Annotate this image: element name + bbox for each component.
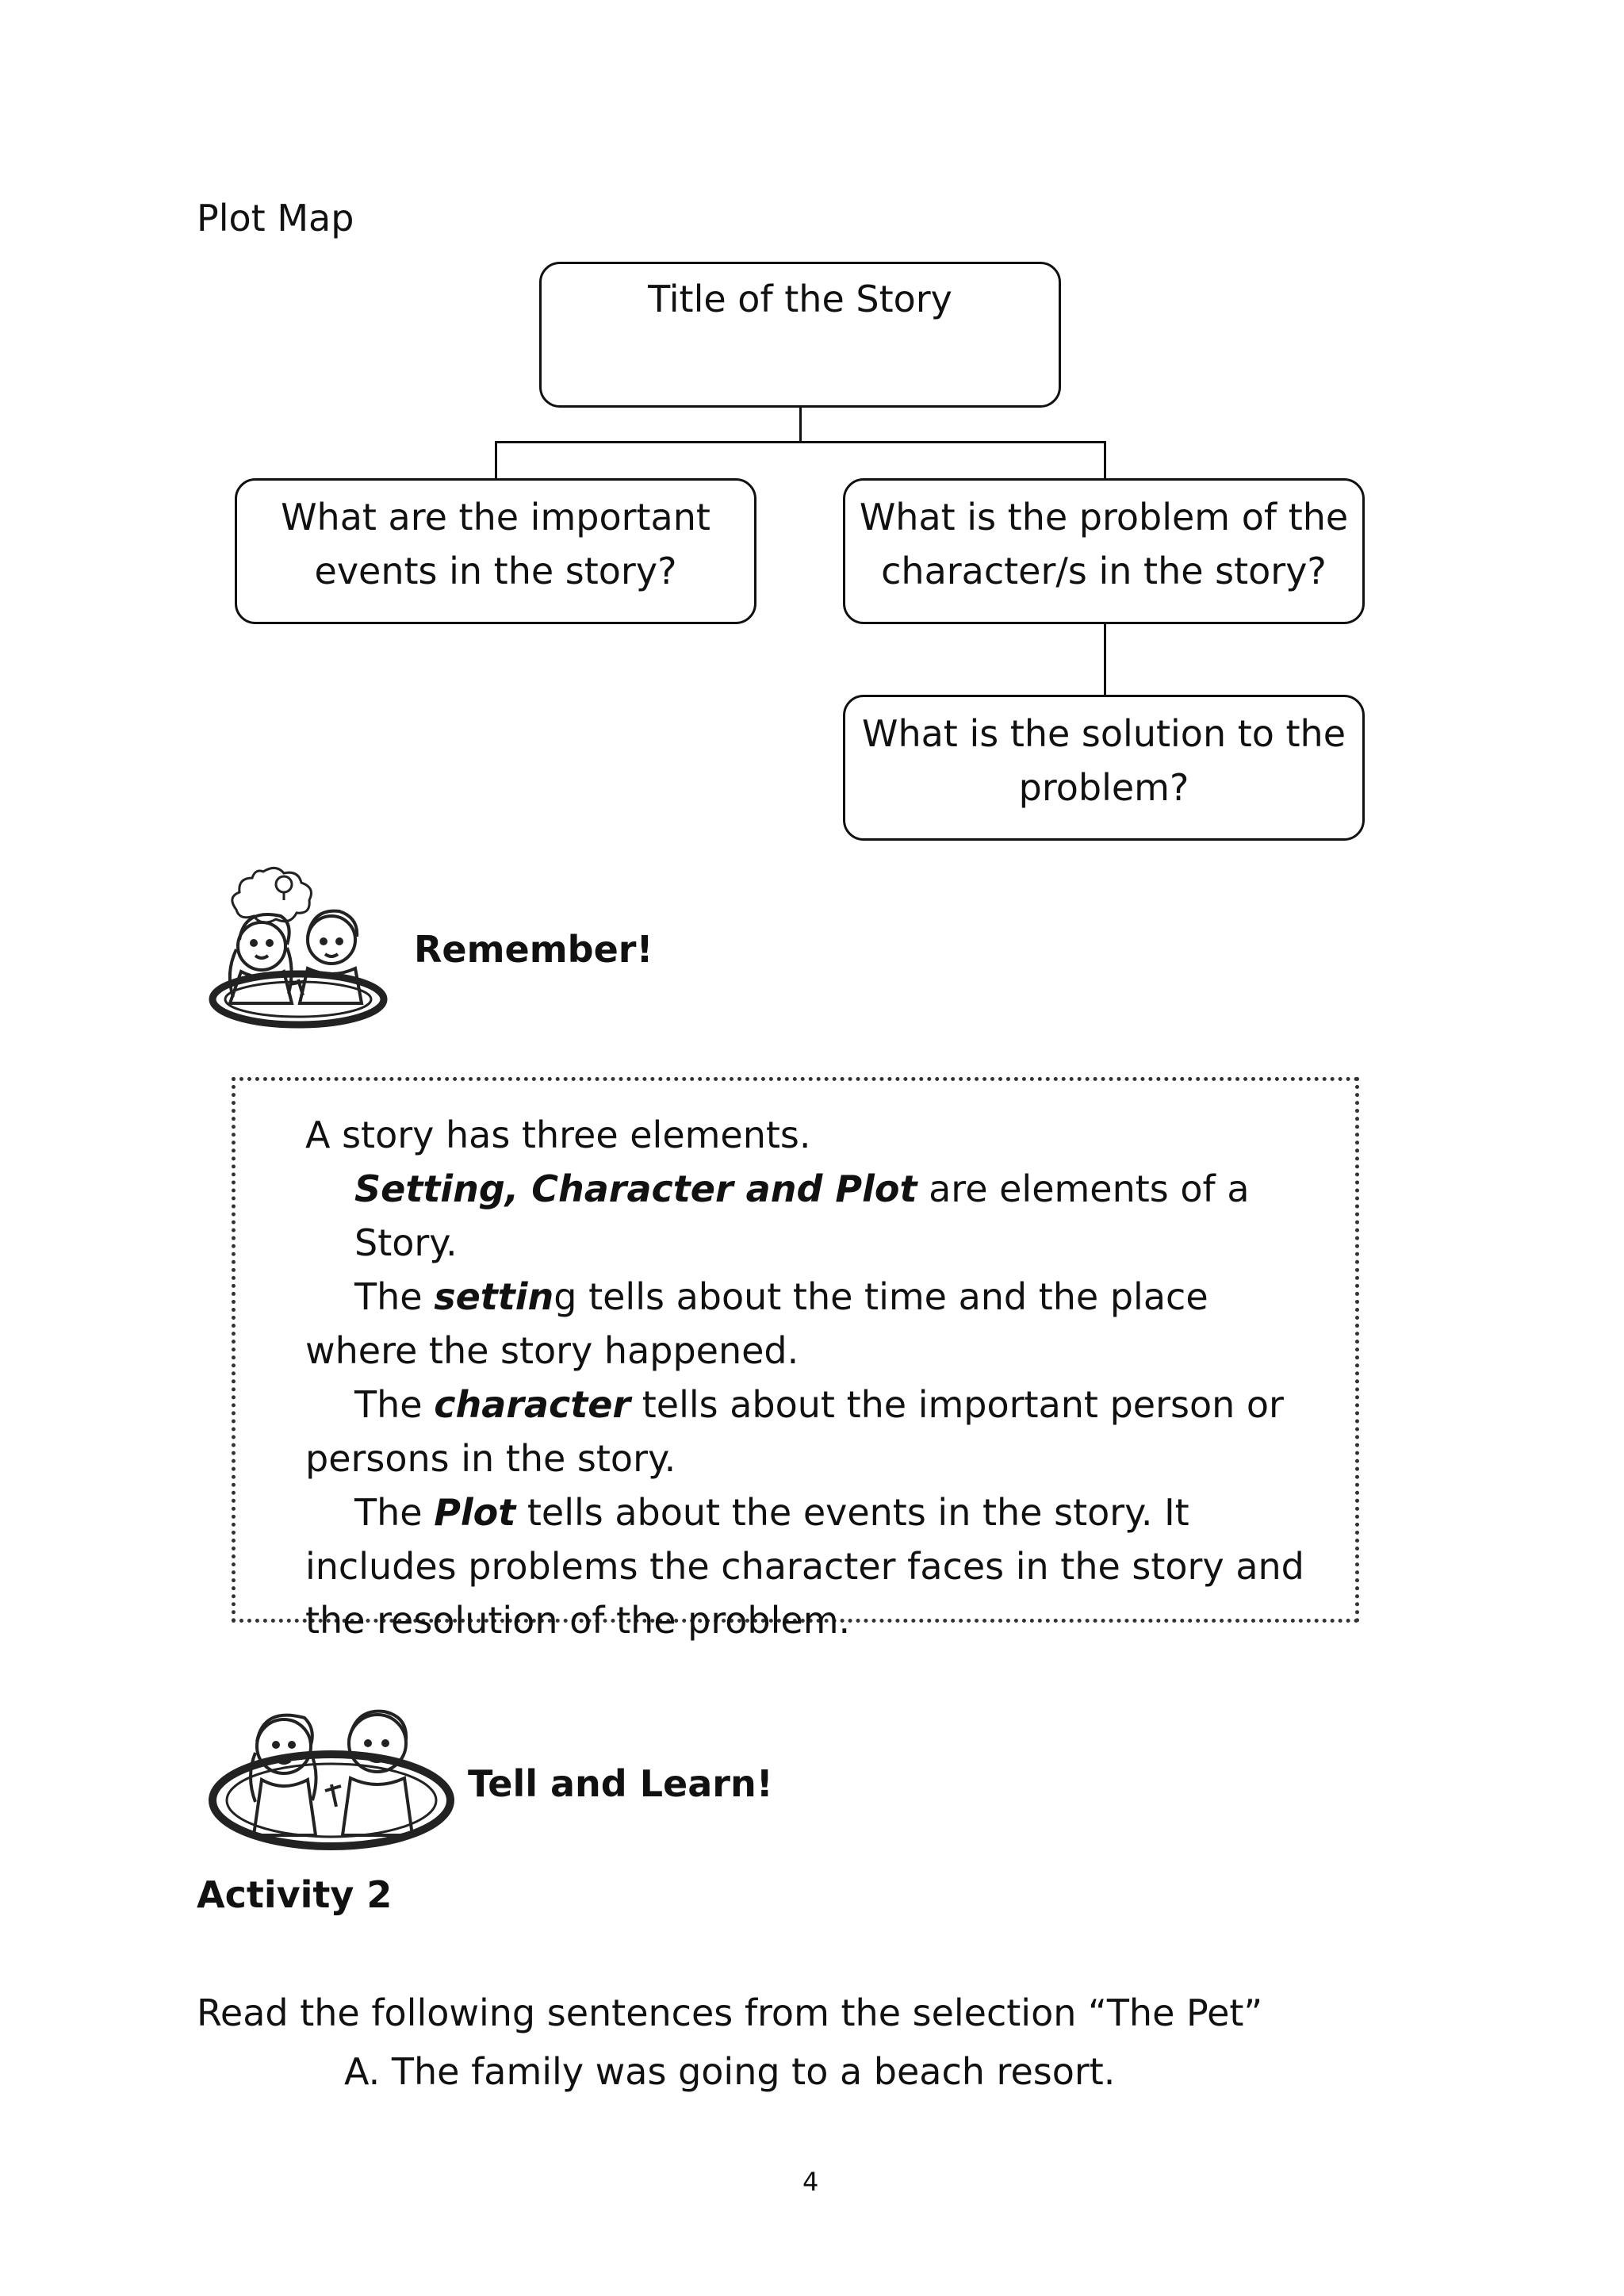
character-bold: character bbox=[434, 1383, 631, 1426]
plot-rest: tells about the events in the story. It includes problems the character faces in the story and the resolution of the problem. bbox=[305, 1491, 1304, 1642]
connector-horizontal bbox=[495, 441, 1106, 443]
remember-line-1: A story has three elements. bbox=[305, 1114, 811, 1156]
setting-rest: g tells about the time and the place where the story happened. bbox=[305, 1275, 1208, 1372]
node-solution-line2: problem? bbox=[1018, 766, 1189, 809]
tell-learn-label: Tell and Learn! bbox=[468, 1762, 773, 1805]
plot-map-heading: Plot Map bbox=[197, 197, 354, 240]
activity-heading: Activity 2 bbox=[197, 1873, 393, 1916]
node-title bbox=[539, 262, 1061, 408]
remember-box bbox=[232, 1077, 1359, 1642]
node-problem bbox=[843, 478, 1365, 624]
plot-bold: Plot bbox=[434, 1491, 516, 1534]
connector-title-down bbox=[799, 408, 802, 441]
node-solution-line1: What is the solution to the bbox=[861, 712, 1346, 755]
remember-para-plot bbox=[305, 1485, 1314, 1647]
node-problem-line2: character/s in the story? bbox=[881, 550, 1327, 592]
remember-box-content bbox=[305, 1108, 1314, 1647]
connector-problem-solution bbox=[1104, 623, 1106, 695]
children-thinking-illustration bbox=[205, 861, 395, 1035]
setting-pre: The bbox=[354, 1275, 435, 1318]
node-title-text: Title of the Story bbox=[648, 278, 952, 320]
connector-right-down bbox=[1104, 441, 1106, 479]
remember-para-setting bbox=[305, 1270, 1314, 1378]
node-events bbox=[235, 478, 756, 624]
node-solution bbox=[843, 695, 1365, 841]
elements-bold: Setting, Character and Plot bbox=[354, 1167, 917, 1210]
remember-label: Remember! bbox=[414, 928, 653, 971]
node-events-line1: What are the important bbox=[281, 496, 710, 539]
elements-rest: are elements of a Story. bbox=[354, 1167, 1250, 1264]
plot-pre: The bbox=[354, 1491, 435, 1534]
character-pre: The bbox=[354, 1383, 435, 1426]
children-talking-illustration bbox=[205, 1697, 458, 1864]
page-number: 4 bbox=[802, 2167, 819, 2197]
node-events-line2: events in the story? bbox=[314, 550, 677, 592]
remember-para-elements bbox=[305, 1162, 1314, 1270]
activity-instruction: Read the following sentences from the selection “The Pet” bbox=[197, 1991, 1263, 2034]
connector-left-down bbox=[495, 441, 497, 479]
character-rest: tells about the important person or persons in the story. bbox=[305, 1383, 1284, 1480]
remember-para-character bbox=[305, 1378, 1314, 1485]
setting-bold: settin bbox=[434, 1275, 554, 1318]
activity-item-a: A. The family was going to a beach resort. bbox=[344, 2050, 1116, 2093]
node-problem-line1: What is the problem of the bbox=[859, 496, 1349, 539]
